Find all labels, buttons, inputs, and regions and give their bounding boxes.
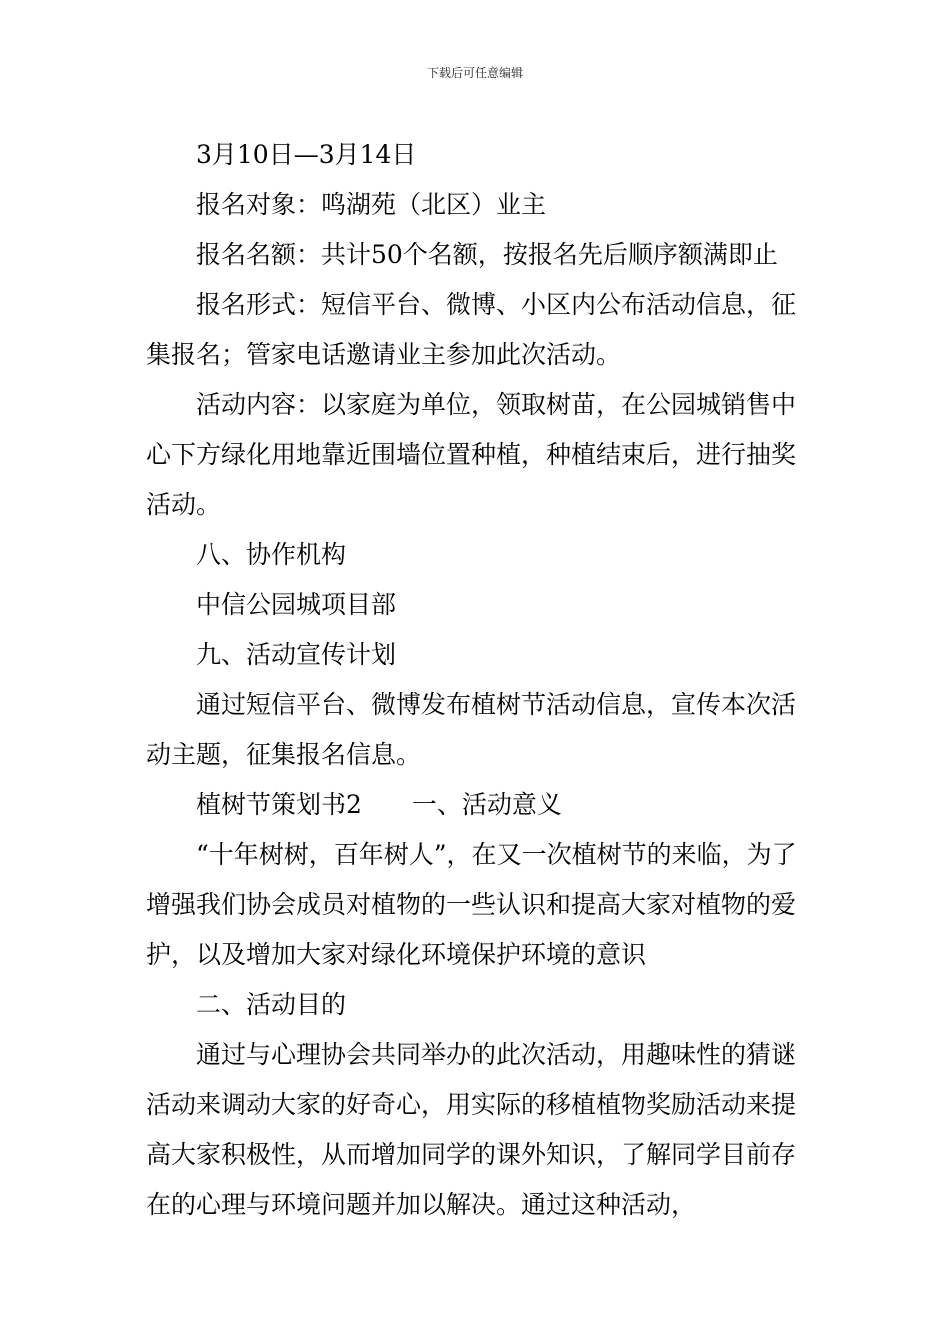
paragraph-registration-form: 报名形式：短信平台、微博、小区内公布活动信息，征集报名；管家电话邀请业主参加此次活动。 <box>146 290 797 369</box>
heading-cooperating-org: 八、协作机构 <box>196 540 347 569</box>
section2-title: 植树节策划书2 <box>196 790 362 819</box>
heading-publicity-plan: 九、活动宣传计划 <box>196 640 397 669</box>
paragraph-registration-target: 报名对象：鸣湖苑（北区）业主 <box>196 190 547 219</box>
header-note: 下载后可任意编辑 <box>426 66 523 80</box>
document-body <box>146 130 806 1230</box>
heading-purpose: 二、活动目的 <box>196 990 347 1019</box>
paragraph-activity-content: 活动内容：以家庭为单位，领取树苗，在公园城销售中心下方绿化用地靠近围墙位置种植，种植结束后，进行抽奖活动。 <box>146 390 797 519</box>
paragraph-project-dept: 中信公园城项目部 <box>196 590 397 619</box>
section2-heading: 一、活动意义 <box>411 790 562 819</box>
paragraph-publicity: 通过短信平台、微博发布植树节活动信息，宣传本次活动主题，征集报名信息。 <box>146 690 797 769</box>
paragraph-registration-quota: 报名名额：共计50个名额，按报名先后顺序额满即止 <box>196 240 778 269</box>
paragraph-date-range: 3月10日—3月14日 <box>196 140 417 169</box>
section2-title-line <box>146 780 806 830</box>
paragraph-significance: “十年树树，百年树人”，在又一次植树节的来临，为了增强我们协会成员对植物的一些认识和提高大家对植物的爱护，以及增加大家对绿化环境保护环境的意识 <box>146 840 797 969</box>
paragraph-purpose: 通过与心理协会共同举办的此次活动，用趣味性的猜谜活动来调动大家的好奇心，用实际的移植植物奖励活动来提高大家积极性，从而增加同学的课外知识，了解同学目前存在的心理与环境问题并加以解决。通过这种活动， <box>146 1040 797 1219</box>
